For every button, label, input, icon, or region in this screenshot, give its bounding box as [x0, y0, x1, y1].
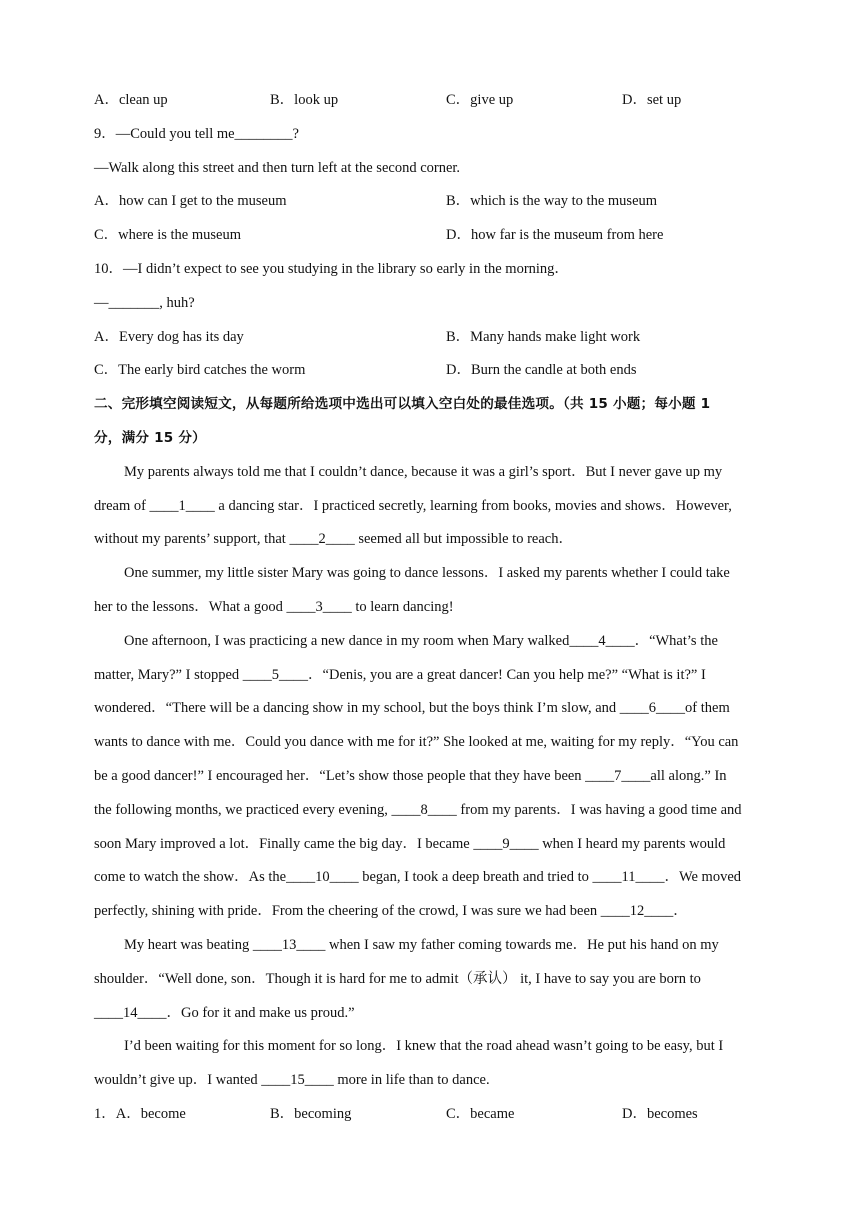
q8-options: [94, 84, 770, 118]
q8-option-c: C．give up: [446, 92, 514, 108]
passage-line: the following months, we practiced every evening, ____8____ from my parents．I was having a good time and: [94, 801, 742, 818]
passage-line: My heart was beating ____13____ when I saw my father coming towards me．He put his hand on my: [124, 936, 719, 953]
passage-line: shoulder．“Well done, son．Though it is hard for me to admit（承认） it, I have to say you are born to: [94, 970, 701, 987]
q10-options-row2: [94, 354, 770, 388]
passage-line: matter, Mary?” I stopped ____5____．“Denis, you are a great dancer! Can you help me?” “What is it?” I: [94, 666, 706, 683]
q9-option-a: A．how can I get to the museum: [94, 193, 287, 210]
q1-option-a: 1．A．become: [94, 1105, 186, 1122]
passage-line: be a good dancer!” I encouraged her．“Let’s show those people that they have been ____7____all along.” In: [94, 767, 727, 784]
passage-line: wondered．“There will be a dancing show in my school, but the boys think I’m slow, and ____6____of them: [94, 700, 730, 717]
q10-option-b: B．Many hands make light work: [446, 328, 641, 345]
q10-option-c: C．The early bird catches the worm: [94, 362, 306, 379]
q10-options-row1: [94, 321, 770, 355]
q8-option-a: A．clean up: [94, 92, 168, 108]
passage-line: dream of ____1____ a dancing star．I practiced secretly, learning from books, movies and shows．However,: [94, 497, 732, 514]
q1-option-b: B．becoming: [270, 1105, 352, 1122]
passage-line: ____14____．Go for it and make us proud.”: [94, 1004, 355, 1021]
q9-option-c: C．where is the museum: [94, 227, 241, 244]
section2-title-line1: 二、完形填空阅读短文，从每题所给选项中选出可以填入空白处的最佳选项。（共 15 小题；每小题 1: [94, 396, 711, 413]
q9-option-d: D．how far is the museum from here: [446, 227, 664, 244]
passage-line: come to watch the show．As the____10____ began, I took a deep breath and tried to ____11____．We moved: [94, 869, 742, 886]
q8-option-b: B．look up: [270, 92, 339, 108]
q10-reply: —_______, huh?: [94, 294, 195, 311]
passage-line: wants to dance with me．Could you dance with me for it?” She looked at me, waiting for my reply．“You can: [94, 734, 739, 751]
q10-option-a: A．Every dog has its day: [94, 328, 244, 345]
passage-line: soon Mary improved a lot．Finally came the big day．I became ____9____ when I heard my parents would: [94, 835, 726, 852]
q9-options-row2: [94, 219, 770, 253]
q1-options: [94, 1098, 770, 1132]
q1-number: 1．: [94, 1105, 116, 1122]
q9-options-row1: [94, 185, 770, 219]
q10-option-d: D．Burn the candle at both ends: [446, 362, 637, 379]
passage-line: One afternoon, I was practicing a new dance in my room when Mary walked____4____．“What’s the: [124, 632, 718, 649]
worksheet-page: [94, 84, 770, 1132]
q9-reply: —Walk along this street and then turn left at the second corner.: [94, 159, 461, 176]
passage-line: her to the lessons．What a good ____3____ to learn dancing!: [94, 598, 454, 615]
section2-title-line2: 分，满分 15 分）: [94, 429, 206, 446]
passage-line: without my parents’ support, that ____2____ seemed all but impossible to reach．: [94, 531, 573, 548]
q8-option-d: D．set up: [622, 92, 682, 108]
q9-option-b: B．which is the way to the museum: [446, 193, 658, 210]
q1-option-c: C．became: [446, 1105, 515, 1122]
passage-line: I’d been waiting for this moment for so long．I knew that the road ahead wasn’t going to be easy, but I: [124, 1038, 724, 1055]
passage-line: perfectly, shining with pride．From the cheering of the crowd, I was sure we had been ____12____．: [94, 903, 688, 920]
q10-stem: 10．—I didn’t expect to see you studying in the library so early in the morning．: [94, 260, 569, 277]
passage-line: wouldn’t give up．I wanted ____15____ more in life than to dance.: [94, 1072, 490, 1089]
passage-line: One summer, my little sister Mary was going to dance lessons．I asked my parents whether I could take: [124, 565, 730, 582]
cloze-passage: [94, 456, 770, 1098]
q9-stem: 9．—Could you tell me________?: [94, 125, 299, 142]
q1-option-d: D．becomes: [622, 1105, 698, 1122]
passage-line: My parents always told me that I couldn’t dance, because it was a girl’s sport．But I never gave up my: [124, 463, 723, 480]
